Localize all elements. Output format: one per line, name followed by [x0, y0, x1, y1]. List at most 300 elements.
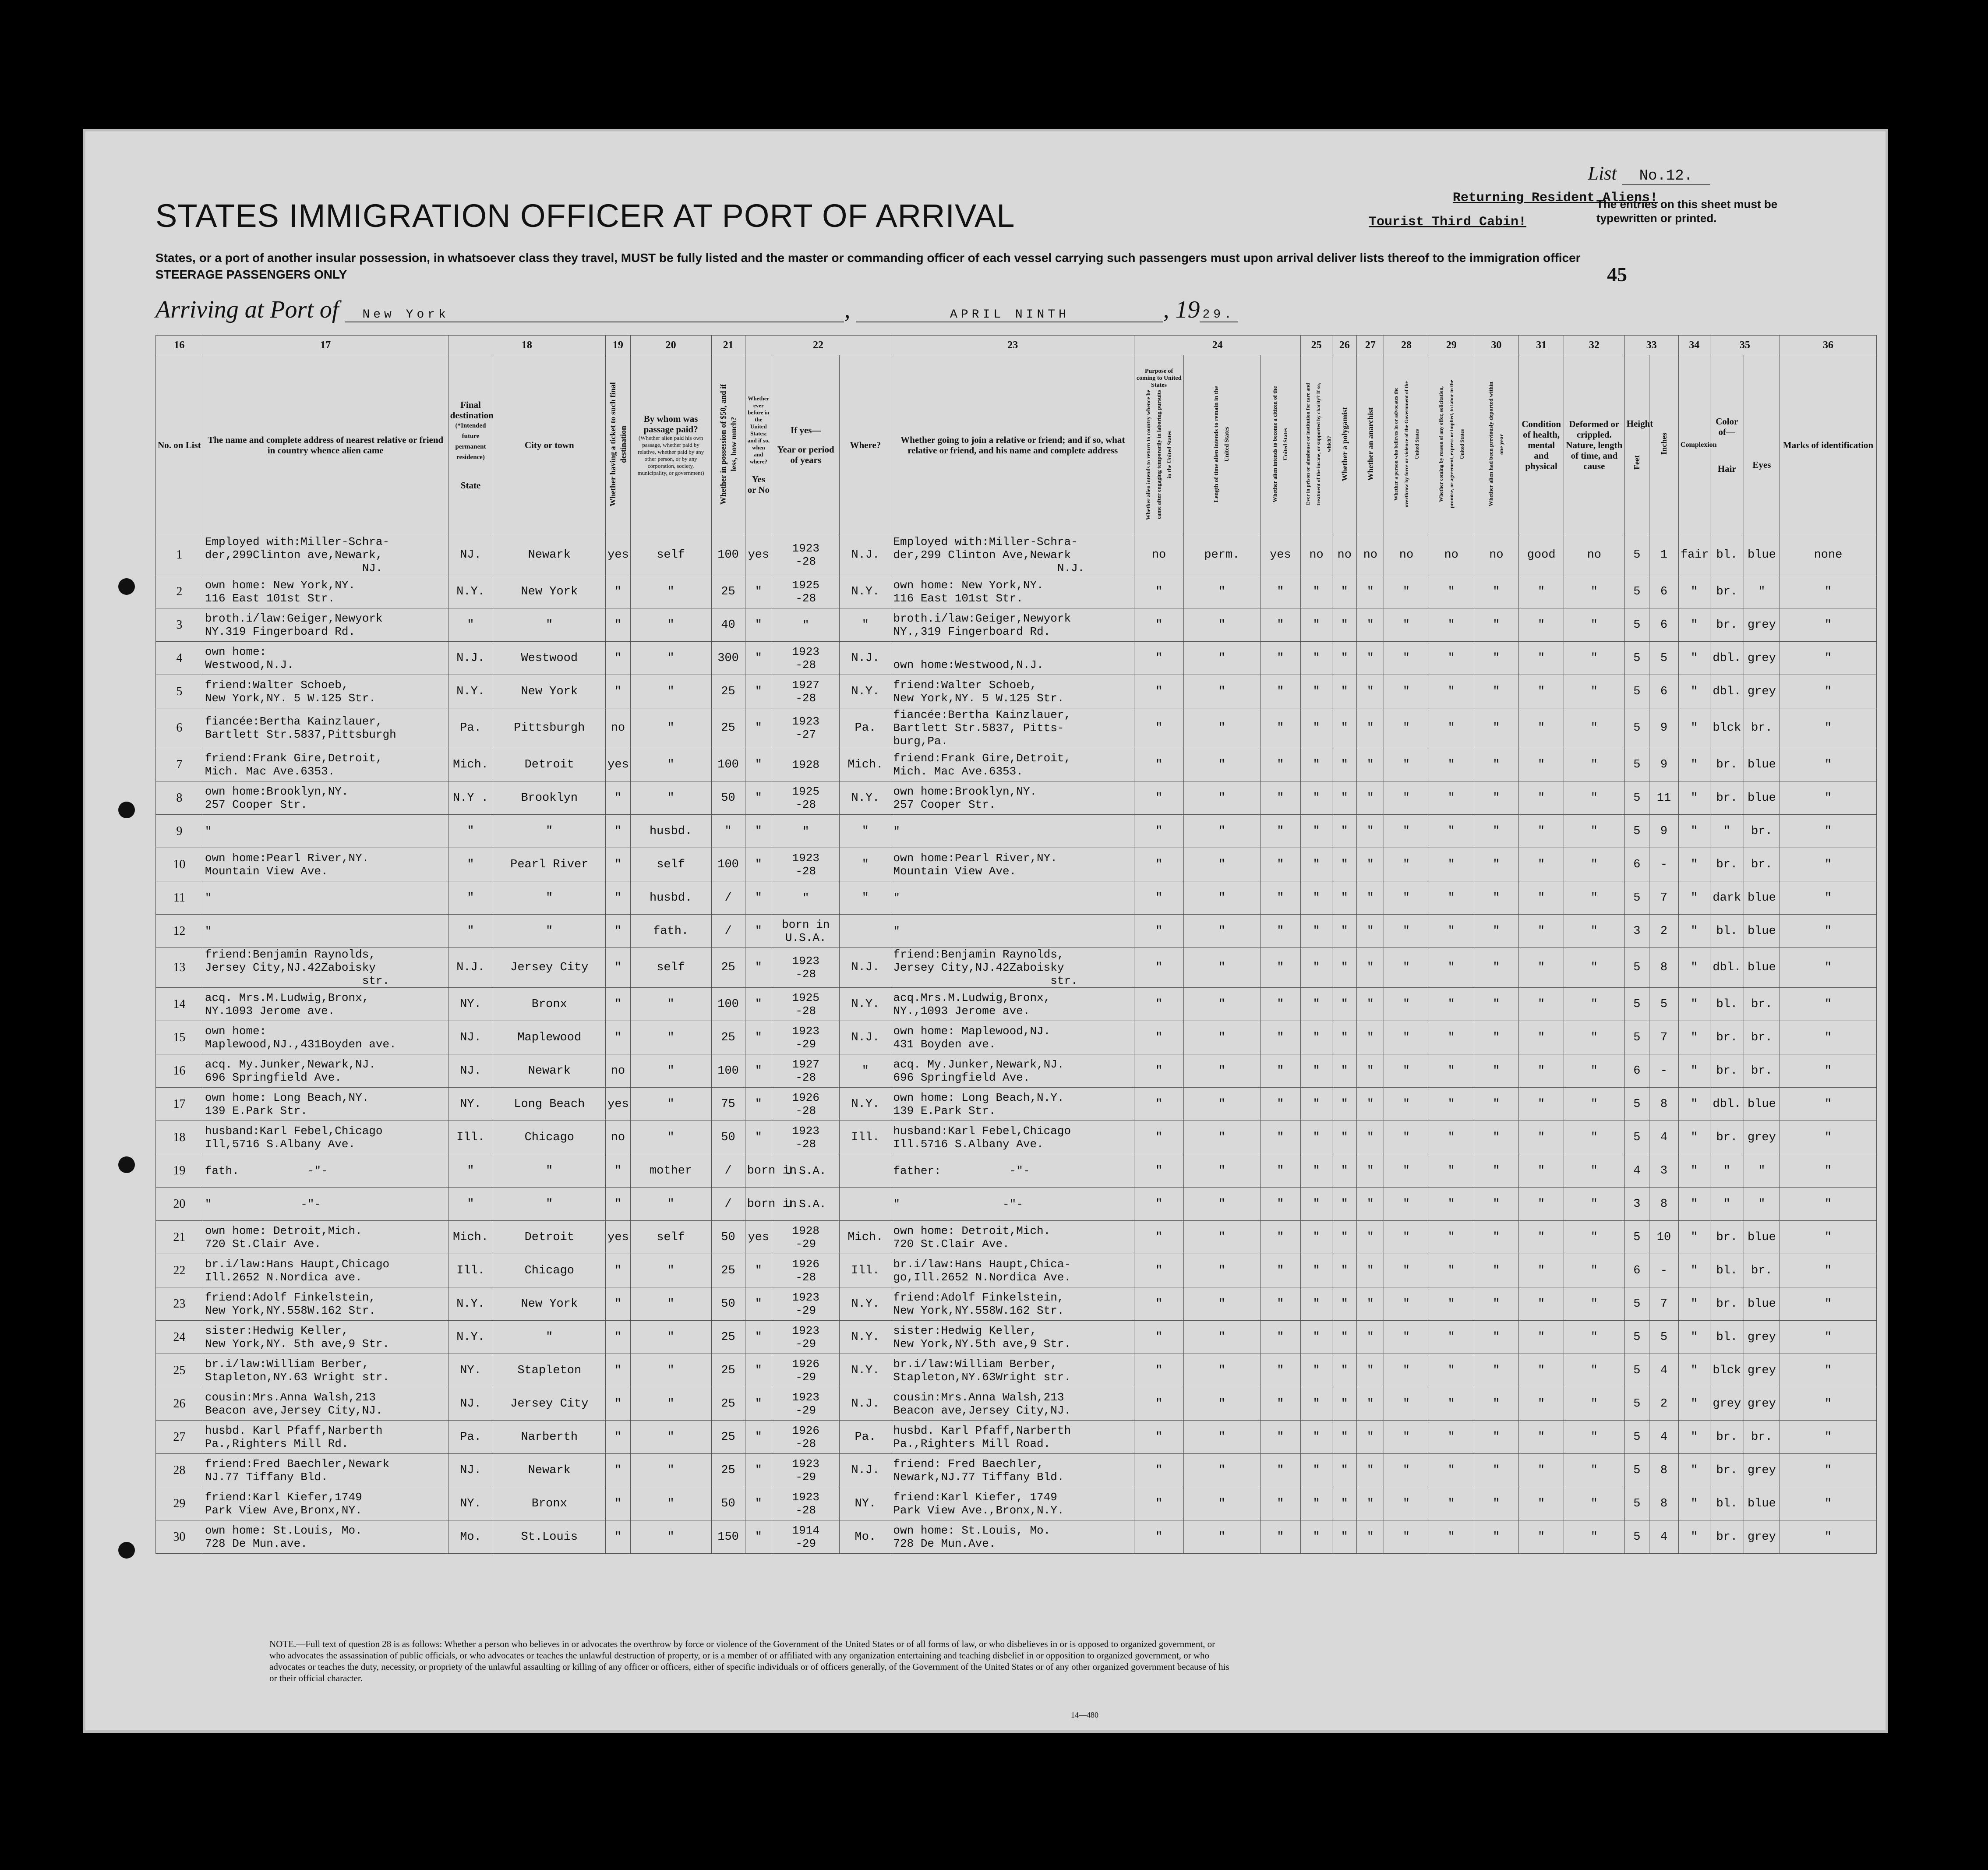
cell-p2: " [1184, 1421, 1261, 1454]
col-num-33: 33 [1624, 336, 1678, 355]
cell-ticket: " [606, 642, 630, 675]
cell-eyes: grey [1744, 608, 1780, 642]
cell-comp: " [1678, 1287, 1710, 1321]
cell-city: Bronx [493, 988, 606, 1021]
cell-in: 6 [1649, 675, 1679, 708]
cell-hair: br. [1710, 848, 1744, 881]
cell-c30: " [1474, 708, 1519, 748]
cell-eyes: grey [1744, 1354, 1780, 1387]
cell-rel: acq. Mrs.M.Ludwig,Bronx, NY.1093 Jerome ave. [203, 988, 448, 1021]
cell-yrs: 1914 -29 [772, 1520, 840, 1554]
cell-no: 27 [156, 1421, 203, 1454]
cell-where: Mo. [840, 1520, 891, 1554]
table-row [156, 1121, 1877, 1154]
cell-paid: " [630, 1454, 711, 1487]
cell-marks: " [1780, 1088, 1876, 1121]
cell-p2: " [1184, 781, 1261, 815]
cell-yrs: " [772, 881, 840, 915]
cell-where [840, 1154, 891, 1188]
port-value: New York [345, 308, 844, 322]
cell-comp: " [1678, 1188, 1710, 1221]
cell-c31: " [1519, 608, 1564, 642]
cell-money: 25 [711, 1387, 745, 1421]
cell-c25: " [1301, 1154, 1332, 1188]
cell-p2: " [1184, 815, 1261, 848]
cell-yn: " [745, 642, 772, 675]
cell-c29: " [1429, 881, 1474, 915]
cell-eyes: br. [1744, 1421, 1780, 1454]
cell-c31: " [1519, 881, 1564, 915]
cell-c31: " [1519, 781, 1564, 815]
cell-marks: " [1780, 748, 1876, 781]
cell-money: 25 [711, 708, 745, 748]
cell-city: " [493, 881, 606, 915]
cell-c32: " [1564, 915, 1624, 948]
cell-state: NJ. [448, 1387, 493, 1421]
table-row [156, 1421, 1877, 1454]
cell-state: " [448, 915, 493, 948]
cell-p2: " [1184, 1287, 1261, 1321]
cell-c30: " [1474, 1487, 1519, 1520]
cell-yrs: U.S.A. [772, 1188, 840, 1221]
cell-yn: " [745, 1287, 772, 1321]
hdr-inches [1649, 355, 1679, 535]
cell-c32: no [1564, 535, 1624, 575]
cell-c25: " [1301, 608, 1332, 642]
cell-where: N.Y. [840, 1354, 891, 1387]
cell-yn: " [745, 1054, 772, 1088]
cell-in: 11 [1649, 781, 1679, 815]
cell-yn: " [745, 881, 772, 915]
cell-ft: 5 [1624, 708, 1649, 748]
cell-c29: no [1429, 535, 1474, 575]
cell-hair: br. [1710, 1421, 1744, 1454]
cell-p3: " [1260, 1520, 1300, 1554]
cell-in: 8 [1649, 1188, 1679, 1221]
cell-yn: " [745, 1487, 772, 1520]
cell-city: Detroit [493, 1221, 606, 1254]
cell-c28: " [1384, 988, 1429, 1021]
cell-hair: br. [1710, 1287, 1744, 1321]
cell-c29: " [1429, 1088, 1474, 1121]
cell-join: friend:Benjamin Raynolds, Jersey City,NJ.42Zaboisky str. [891, 948, 1134, 988]
cell-c30: " [1474, 948, 1519, 988]
hdr-c25-text: Ever in prison or almshouse or institution for care and treatment of the insane, or supported by charity? If so, which? [1305, 382, 1332, 506]
cell-rel: friend:Adolf Finkelstein, New York,NY.558W.162 Str. [203, 1287, 448, 1321]
cell-p1: " [1134, 748, 1184, 781]
arrival-line: Arriving at Port of New York , APRIL NINTH , 19 29. [155, 296, 1238, 324]
cell-c32: " [1564, 1121, 1624, 1154]
cell-ft: 5 [1624, 988, 1649, 1021]
cell-ft: 5 [1624, 1287, 1649, 1321]
hdr-c29 [1429, 355, 1474, 535]
cell-c27: " [1357, 708, 1384, 748]
cell-c25: " [1301, 1321, 1332, 1354]
cell-c27: " [1357, 642, 1384, 675]
cell-p3: " [1260, 1154, 1300, 1188]
hdr-c27 [1357, 355, 1384, 535]
cell-rel: fiancée:Bertha Kainzlauer, Bartlett Str.5837,Pittsburgh [203, 708, 448, 748]
cell-p3: " [1260, 915, 1300, 948]
cell-money: 25 [711, 948, 745, 988]
cell-comp: " [1678, 848, 1710, 881]
cell-c32: " [1564, 1487, 1624, 1520]
cell-yn: " [745, 948, 772, 988]
cell-in: 4 [1649, 1421, 1679, 1454]
cell-city: Detroit [493, 748, 606, 781]
cell-join: " [891, 881, 1134, 915]
cell-hair: dbl. [1710, 1088, 1744, 1121]
cell-where: " [840, 608, 891, 642]
cell-comp: " [1678, 815, 1710, 848]
cell-p2: " [1184, 675, 1261, 708]
cell-p1: " [1134, 915, 1184, 948]
cell-c26: " [1332, 1454, 1357, 1487]
cell-c25: " [1301, 1254, 1332, 1287]
cell-p3: " [1260, 1221, 1300, 1254]
cell-p2: " [1184, 708, 1261, 748]
cell-state: N.J. [448, 948, 493, 988]
cell-rel: friend:Fred Baechler,Newark NJ.77 Tiffany Bld. [203, 1454, 448, 1487]
cell-state: Pa. [448, 708, 493, 748]
cell-yrs: " [772, 815, 840, 848]
cell-yrs: 1923 -28 [772, 535, 840, 575]
cell-c28: " [1384, 1287, 1429, 1321]
cell-c31: " [1519, 1321, 1564, 1354]
cell-yrs: 1923 -28 [772, 948, 840, 988]
cell-eyes: grey [1744, 642, 1780, 675]
cell-p3: " [1260, 881, 1300, 915]
cell-c29: " [1429, 642, 1474, 675]
cell-c30: " [1474, 1221, 1519, 1254]
cell-c32: " [1564, 1188, 1624, 1221]
cell-hair: dbl. [1710, 675, 1744, 708]
cell-c31: " [1519, 708, 1564, 748]
cell-c27: " [1357, 748, 1384, 781]
year-suffix: 29. [1200, 308, 1237, 322]
cell-paid: " [630, 642, 711, 675]
cell-p2: " [1184, 848, 1261, 881]
cell-join: broth.i/law:Geiger,Newyork NY.,319 Fingerboard Rd. [891, 608, 1134, 642]
cell-city: Chicago [493, 1121, 606, 1154]
cell-ticket: " [606, 675, 630, 708]
cell-marks: " [1780, 815, 1876, 848]
cell-c30: " [1474, 1421, 1519, 1454]
cell-ticket: no [606, 1054, 630, 1088]
cell-c31: " [1519, 1088, 1564, 1121]
table-row [156, 1487, 1877, 1520]
cell-city: Narberth [493, 1421, 606, 1454]
cell-hair: " [1710, 815, 1744, 848]
cell-state: Mich. [448, 748, 493, 781]
cell-p3: yes [1260, 535, 1300, 575]
cell-p2: " [1184, 1454, 1261, 1487]
hdr-c28 [1384, 355, 1429, 535]
list-value: No.12. [1622, 168, 1710, 185]
cell-no: 29 [156, 1487, 203, 1520]
cell-marks: " [1780, 1287, 1876, 1321]
cell-marks: " [1780, 1154, 1876, 1188]
cell-no: 16 [156, 1054, 203, 1088]
cell-c25: " [1301, 1354, 1332, 1387]
cell-join: friend: Fred Baechler, Newark,NJ.77 Tiffany Bld. [891, 1454, 1134, 1487]
cell-ft: 6 [1624, 1054, 1649, 1088]
cell-paid: " [630, 781, 711, 815]
cell-comp: " [1678, 1321, 1710, 1354]
cell-p1: " [1134, 1121, 1184, 1154]
cell-p3: " [1260, 1188, 1300, 1221]
cell-comp: " [1678, 915, 1710, 948]
cell-where: N.Y. [840, 1088, 891, 1121]
cell-yrs: 1923 -29 [772, 1387, 840, 1421]
cell-paid: self [630, 848, 711, 881]
cell-ticket: yes [606, 748, 630, 781]
cell-c25: " [1301, 948, 1332, 988]
cell-state: " [448, 1154, 493, 1188]
cell-eyes: grey [1744, 1454, 1780, 1487]
cell-c26: " [1332, 1487, 1357, 1520]
cell-c29: " [1429, 708, 1474, 748]
cell-eyes: blue [1744, 1088, 1780, 1121]
cell-money: 100 [711, 848, 745, 881]
cell-hair: bl. [1710, 1321, 1744, 1354]
cell-p2: " [1184, 642, 1261, 675]
cell-p2: " [1184, 1221, 1261, 1254]
cell-in: - [1649, 848, 1679, 881]
hdr-paid-by [630, 355, 711, 535]
cell-paid: husbd. [630, 815, 711, 848]
cell-p2: " [1184, 948, 1261, 988]
cell-join: friend:Walter Schoeb, New York,NY. 5 W.125 Str. [891, 675, 1134, 708]
table-row [156, 1254, 1877, 1287]
cell-rel: friend:Benjamin Raynolds, Jersey City,NJ.42Zaboisky str. [203, 948, 448, 988]
cell-comp: " [1678, 1421, 1710, 1454]
cell-c31: " [1519, 675, 1564, 708]
cell-money: / [711, 881, 745, 915]
cell-eyes: br. [1744, 1054, 1780, 1088]
cell-c31: " [1519, 1287, 1564, 1321]
cell-c28: no [1384, 535, 1429, 575]
cell-c26: " [1332, 1387, 1357, 1421]
cell-comp: " [1678, 1254, 1710, 1287]
cell-marks: " [1780, 1321, 1876, 1354]
cell-c27: " [1357, 1088, 1384, 1121]
cell-c26: " [1332, 1354, 1357, 1387]
cell-state: " [448, 848, 493, 881]
cell-p1: " [1134, 1154, 1184, 1188]
cell-p2: " [1184, 1154, 1261, 1188]
cell-ft: 4 [1624, 1154, 1649, 1188]
cell-yn: " [745, 1454, 772, 1487]
cell-ft: 5 [1624, 1387, 1649, 1421]
cell-comp: " [1678, 1520, 1710, 1554]
cell-where: N.J. [840, 948, 891, 988]
hdr-purpose-2 [1184, 355, 1261, 535]
cell-paid: " [630, 748, 711, 781]
cell-paid: " [630, 1021, 711, 1054]
cell-yrs: 1923 -28 [772, 1121, 840, 1154]
col-num-23: 23 [891, 336, 1134, 355]
cell-c32: " [1564, 748, 1624, 781]
cell-c32: " [1564, 1454, 1624, 1487]
cell-marks: " [1780, 1520, 1876, 1554]
cell-c30: " [1474, 848, 1519, 881]
cell-rel: own home: Maplewood,NJ.,431Boyden ave. [203, 1021, 448, 1054]
passenger-manifest-table [155, 335, 1877, 1554]
cell-marks: " [1780, 988, 1876, 1021]
cell-c31: " [1519, 1154, 1564, 1188]
hdr-city: City or town [493, 355, 606, 535]
cell-ticket: " [606, 1154, 630, 1188]
cell-ft: 5 [1624, 535, 1649, 575]
cell-p2: " [1184, 1088, 1261, 1121]
cell-no: 3 [156, 608, 203, 642]
table-row [156, 1387, 1877, 1421]
cell-in: 7 [1649, 881, 1679, 915]
cell-c25: no [1301, 535, 1332, 575]
cell-p2: " [1184, 1520, 1261, 1554]
cell-paid: husbd. [630, 881, 711, 915]
cell-c31: " [1519, 1221, 1564, 1254]
cell-where: N.Y. [840, 675, 891, 708]
cell-eyes: br. [1744, 1021, 1780, 1054]
cell-p3: " [1260, 1121, 1300, 1154]
hdr-c31: Condition of health, mental and physical [1519, 355, 1564, 535]
cell-c27: " [1357, 1154, 1384, 1188]
cell-rel: acq. My.Junker,Newark,NJ. 696 Springfield Ave. [203, 1054, 448, 1088]
cell-c26: " [1332, 1154, 1357, 1188]
table-row [156, 1021, 1877, 1054]
cell-c32: " [1564, 1088, 1624, 1121]
cell-c28: " [1384, 1520, 1429, 1554]
cell-in: 4 [1649, 1520, 1679, 1554]
cell-state: N.Y. [448, 575, 493, 608]
cell-eyes: grey [1744, 675, 1780, 708]
cell-no: 24 [156, 1321, 203, 1354]
cell-ticket: " [606, 1021, 630, 1054]
cell-c32: " [1564, 675, 1624, 708]
hdr-purpose-3 [1260, 355, 1300, 535]
hdr-paid-by-text: By whom was passage paid? [643, 414, 698, 435]
cell-ticket: " [606, 881, 630, 915]
cell-c31: " [1519, 1487, 1564, 1520]
cell-city: Jersey City [493, 1387, 606, 1421]
cell-comp: " [1678, 642, 1710, 675]
cell-c32: " [1564, 642, 1624, 675]
cell-ticket: " [606, 815, 630, 848]
cell-p3: " [1260, 1487, 1300, 1520]
cell-c31: " [1519, 1454, 1564, 1487]
cell-c31: " [1519, 988, 1564, 1021]
cell-no: 15 [156, 1021, 203, 1054]
cell-no: 13 [156, 948, 203, 988]
cell-no: 30 [156, 1520, 203, 1554]
cell-c28: " [1384, 781, 1429, 815]
cell-c28: " [1384, 1387, 1429, 1421]
cell-eyes: br. [1744, 1254, 1780, 1287]
cell-c28: " [1384, 642, 1429, 675]
cell-c28: " [1384, 608, 1429, 642]
cell-c29: " [1429, 1121, 1474, 1154]
col-num-24: 24 [1134, 336, 1301, 355]
hdr-p2: Length of time alien intends to remain in the United States [1213, 385, 1230, 502]
cell-c26: " [1332, 815, 1357, 848]
cell-eyes: blue [1744, 881, 1780, 915]
cell-p1: " [1134, 948, 1184, 988]
cell-comp: " [1678, 1021, 1710, 1054]
passenger-rows [156, 535, 1877, 1554]
cell-c31: " [1519, 1021, 1564, 1054]
cell-c30: " [1474, 915, 1519, 948]
cell-ft: 5 [1624, 1454, 1649, 1487]
cell-c27: " [1357, 1021, 1384, 1054]
hdr-purpose: Purpose of coming to United States [1136, 368, 1182, 389]
cell-state: N.Y. [448, 1321, 493, 1354]
year-prefix: 19 [1175, 296, 1200, 323]
cell-money: / [711, 1154, 745, 1188]
cell-where: N.Y. [840, 781, 891, 815]
cell-ft: 5 [1624, 642, 1649, 675]
cell-ft: 3 [1624, 915, 1649, 948]
cell-marks: " [1780, 915, 1876, 948]
cell-p2: " [1184, 1487, 1261, 1520]
cell-comp: fair [1678, 535, 1710, 575]
cell-where: N.Y. [840, 1287, 891, 1321]
cell-c32: " [1564, 608, 1624, 642]
cell-where: N.J. [840, 1454, 891, 1487]
cell-where [840, 1188, 891, 1221]
cell-p2: " [1184, 1021, 1261, 1054]
cell-hair: grey [1710, 1387, 1744, 1421]
cell-state: NY. [448, 988, 493, 1021]
cell-p1: " [1134, 781, 1184, 815]
cell-ft: 5 [1624, 1121, 1649, 1154]
cell-paid: fath. [630, 915, 711, 948]
cell-c32: " [1564, 1387, 1624, 1421]
cell-c30: " [1474, 642, 1519, 675]
cell-comp: " [1678, 988, 1710, 1021]
cell-c26: " [1332, 675, 1357, 708]
cell-no: 28 [156, 1454, 203, 1487]
cell-where [840, 915, 891, 948]
cell-p1: " [1134, 988, 1184, 1021]
cell-money: 100 [711, 988, 745, 1021]
cell-c32: " [1564, 948, 1624, 988]
cell-c25: " [1301, 748, 1332, 781]
cell-city: " [493, 1154, 606, 1188]
table-row [156, 535, 1877, 575]
cell-no: 26 [156, 1387, 203, 1421]
cell-ft: 5 [1624, 1421, 1649, 1454]
cell-hair: br. [1710, 608, 1744, 642]
cell-c32: " [1564, 848, 1624, 881]
table-row [156, 1321, 1877, 1354]
cell-state: N.Y . [448, 781, 493, 815]
cell-c31: " [1519, 1354, 1564, 1387]
cell-yrs: 1923 -29 [772, 1287, 840, 1321]
cell-paid: " [630, 1321, 711, 1354]
cell-c26: " [1332, 948, 1357, 988]
page-title: STATES IMMIGRATION OFFICER AT PORT OF ARRIVAL [155, 198, 1015, 234]
cell-join: acq.Mrs.M.Ludwig,Bronx, NY.,1093 Jerome ave. [891, 988, 1134, 1021]
cell-c25: " [1301, 1054, 1332, 1088]
cell-c32: " [1564, 1354, 1624, 1387]
cell-p2: " [1184, 1387, 1261, 1421]
cell-p1: " [1134, 608, 1184, 642]
cell-eyes: blue [1744, 1221, 1780, 1254]
cell-where: N.Y. [840, 988, 891, 1021]
cell-rel: own home: St.Louis, Mo. 728 De Mun.ave. [203, 1520, 448, 1554]
